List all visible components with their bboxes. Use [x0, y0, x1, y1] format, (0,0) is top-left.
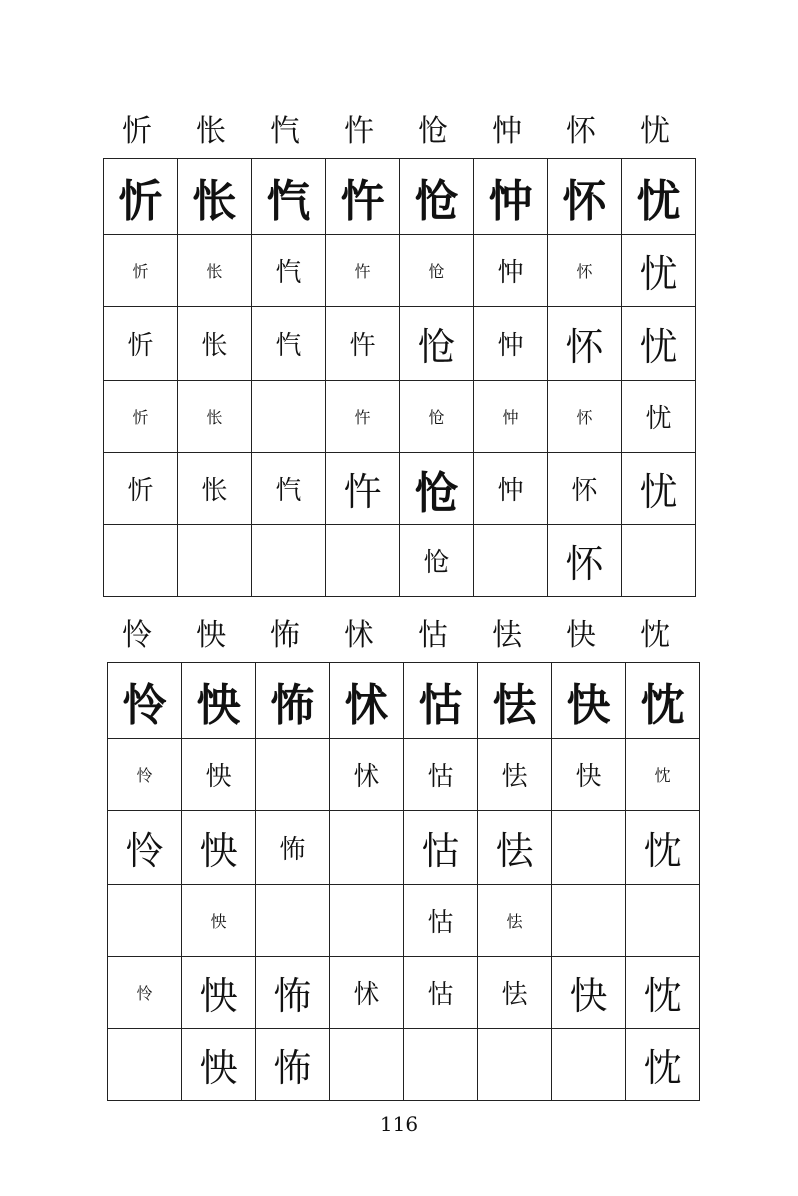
glyph-cell	[256, 957, 330, 1029]
header-char: 快	[566, 618, 596, 653]
grid-row	[104, 453, 696, 525]
glyph-cell	[108, 811, 182, 885]
bronze-glyph: 怆	[428, 262, 445, 281]
bronze-glyph: 忤	[354, 262, 371, 281]
glyph-cell	[330, 663, 404, 739]
glyph-cell	[548, 381, 622, 453]
glyph-cell	[478, 739, 552, 811]
section-1-headers	[100, 110, 698, 154]
grid-row	[104, 235, 696, 307]
header-char: 忱	[640, 618, 670, 653]
glyph-cell	[404, 1029, 478, 1101]
glyph-cell	[400, 307, 474, 381]
seal-glyph: 忾	[266, 175, 311, 227]
qin-glyph: 忤	[354, 408, 371, 427]
seal-glyph: 怜	[136, 984, 153, 1003]
seal-glyph: 忧	[639, 470, 678, 514]
page-number: 116	[379, 1112, 419, 1136]
seal-glyph: 忾	[275, 476, 302, 506]
chu-glyph: 忻	[127, 331, 154, 361]
glyph-cell	[474, 307, 548, 381]
header-char: 忡	[492, 114, 522, 149]
qin-glyph: 怀	[576, 408, 593, 427]
glyph-cell	[256, 739, 330, 811]
chu-glyph: 怅	[201, 331, 228, 361]
glyph-cell	[326, 307, 400, 381]
chu-glyph: 怯	[495, 829, 534, 873]
glyph-cell	[622, 525, 696, 597]
glyph-cell	[178, 381, 252, 453]
glyph-cell	[108, 957, 182, 1029]
chu-glyph: 忱	[643, 829, 682, 873]
header-char: 怵	[344, 618, 374, 653]
glyph-cell	[108, 739, 182, 811]
glyph-cell	[478, 1029, 552, 1101]
seal-glyph: 忡	[488, 175, 533, 227]
seal-glyph: 怜	[122, 679, 167, 731]
glyph-cell	[548, 307, 622, 381]
glyph-cell	[622, 235, 696, 307]
qin-glyph: 忻	[132, 408, 149, 427]
grid-row	[108, 739, 700, 811]
glyph-cell	[552, 811, 626, 885]
seal-glyph: 怏	[199, 974, 238, 1018]
chu-glyph: 忾	[275, 331, 302, 361]
glyph-cell	[108, 663, 182, 739]
header-char: 忧	[640, 114, 670, 149]
bronze-glyph: 忱	[654, 766, 671, 785]
chu-glyph: 忤	[349, 331, 376, 361]
glyph-cell	[182, 957, 256, 1029]
header-char: 怆	[418, 114, 448, 149]
glyph-cell	[256, 1029, 330, 1101]
glyph-cell	[404, 811, 478, 885]
chu-glyph: 怏	[199, 829, 238, 873]
bronze-glyph: 怅	[206, 262, 223, 281]
glyph-cell	[548, 453, 622, 525]
glyph-cell	[178, 235, 252, 307]
header-char: 怀	[566, 114, 596, 149]
glyph-cell	[474, 235, 548, 307]
chu-glyph: 忧	[639, 325, 678, 369]
glyph-cell	[104, 525, 178, 597]
seal-glyph: 怯	[492, 679, 537, 731]
glyph-cell	[178, 307, 252, 381]
grid-row	[108, 1029, 700, 1101]
glyph-cell	[400, 525, 474, 597]
seal-glyph: 快	[569, 974, 608, 1018]
seal-glyph: 怆	[414, 175, 459, 227]
grid-row	[104, 159, 696, 235]
bronze-glyph: 怀	[576, 262, 593, 281]
glyph-cell	[622, 453, 696, 525]
seal-glyph: 忱	[643, 974, 682, 1018]
glyph-cell	[330, 957, 404, 1029]
qin-glyph: 忧	[645, 404, 672, 434]
glyph-cell	[330, 811, 404, 885]
glyph-cell	[256, 663, 330, 739]
glyph-cell	[626, 885, 700, 957]
seal-glyph: 怅	[192, 175, 237, 227]
glyph-cell	[552, 1029, 626, 1101]
seal-glyph: 忻	[118, 175, 163, 227]
glyph-cell	[552, 957, 626, 1029]
glyph-cell	[404, 663, 478, 739]
glyph-cell	[478, 811, 552, 885]
seal-glyph: 忡	[497, 476, 524, 506]
chu-glyph: 忡	[497, 331, 524, 361]
glyph-cell	[252, 307, 326, 381]
bronze-glyph: 忻	[132, 262, 149, 281]
glyph-cell	[256, 811, 330, 885]
chu-glyph: 怆	[417, 325, 456, 369]
glyph-cell	[326, 381, 400, 453]
glyph-cell	[478, 663, 552, 739]
seal-glyph: 忧	[636, 175, 681, 227]
glyph-cell	[474, 381, 548, 453]
glyph-cell	[400, 381, 474, 453]
glyph-cell	[178, 453, 252, 525]
glyph-cell	[474, 453, 548, 525]
header-char: 怅	[196, 114, 226, 149]
glyph-cell	[104, 453, 178, 525]
glyph-cell	[622, 307, 696, 381]
glyph-cell	[478, 885, 552, 957]
grid-row	[108, 663, 700, 739]
seal-glyph: 怵	[344, 679, 389, 731]
seal-glyph: 怯	[501, 980, 528, 1010]
glyph-cell	[252, 159, 326, 235]
bronze-glyph: 怵	[353, 762, 380, 792]
glyph-cell	[330, 739, 404, 811]
header-char: 忤	[344, 114, 374, 149]
seal-glyph: 忤	[340, 175, 385, 227]
seal-glyph: 忻	[127, 476, 154, 506]
qin-glyph: 怏	[210, 912, 227, 931]
bronze-glyph: 忧	[639, 252, 678, 296]
variant-glyph: 怀	[565, 542, 604, 586]
seal-glyph: 忱	[640, 679, 685, 731]
glyph-cell	[330, 1029, 404, 1101]
header-char: 怖	[270, 618, 300, 653]
glyph-cell	[182, 1029, 256, 1101]
glyph-cell	[252, 381, 326, 453]
glyph-cell	[400, 159, 474, 235]
grid-row	[108, 885, 700, 957]
glyph-cell	[404, 957, 478, 1029]
grid-row	[104, 525, 696, 597]
glyph-cell	[182, 885, 256, 957]
seal-glyph: 快	[566, 679, 611, 731]
glyph-cell	[182, 811, 256, 885]
glyph-cell	[178, 525, 252, 597]
glyph-cell	[548, 235, 622, 307]
glyph-cell	[326, 453, 400, 525]
glyph-cell	[552, 885, 626, 957]
glyph-cell	[400, 235, 474, 307]
header-char: 怜	[122, 618, 152, 653]
chu-glyph: 怙	[421, 829, 460, 873]
variant-glyph: 怆	[423, 548, 450, 578]
glyph-cell	[622, 381, 696, 453]
glyph-cell	[626, 957, 700, 1029]
glyph-cell	[626, 739, 700, 811]
glyph-cell	[626, 811, 700, 885]
variant-glyph: 忱	[643, 1046, 682, 1090]
bronze-glyph: 怏	[205, 762, 232, 792]
glyph-cell	[182, 663, 256, 739]
glyph-cell	[548, 525, 622, 597]
variant-glyph: 怏	[199, 1046, 238, 1090]
bronze-glyph: 怜	[136, 766, 153, 785]
seal-glyph: 怅	[201, 476, 228, 506]
grid-row	[104, 307, 696, 381]
qin-glyph: 怯	[506, 912, 523, 931]
glyph-cell	[552, 739, 626, 811]
glyph-cell	[252, 525, 326, 597]
glyph-cell	[108, 885, 182, 957]
glyph-cell	[474, 159, 548, 235]
seal-glyph: 怖	[270, 679, 315, 731]
chu-glyph: 怖	[279, 835, 306, 865]
bronze-glyph: 快	[575, 762, 602, 792]
glyph-cell	[104, 381, 178, 453]
seal-glyph: 怀	[562, 175, 607, 227]
seal-glyph: 怀	[571, 476, 598, 506]
bronze-glyph: 忾	[275, 258, 302, 288]
header-char: 忾	[270, 114, 300, 149]
glyph-cell	[104, 235, 178, 307]
qin-glyph: 怅	[206, 408, 223, 427]
seal-glyph: 忤	[343, 470, 382, 514]
grid-row	[104, 381, 696, 453]
bronze-glyph: 怙	[427, 762, 454, 792]
bronze-glyph: 怯	[501, 762, 528, 792]
glyph-cell	[400, 453, 474, 525]
glyph-cell	[252, 453, 326, 525]
header-char: 怙	[418, 618, 448, 653]
header-char: 怯	[492, 618, 522, 653]
glyph-cell	[326, 159, 400, 235]
header-char: 忻	[122, 114, 152, 149]
glyph-cell	[478, 957, 552, 1029]
glyph-cell	[622, 159, 696, 235]
glyph-cell	[474, 525, 548, 597]
qin-glyph: 怆	[428, 408, 445, 427]
section-1-grid	[103, 158, 696, 597]
glyph-cell	[626, 663, 700, 739]
grid-row	[108, 811, 700, 885]
glyph-cell	[404, 739, 478, 811]
grid-row	[108, 957, 700, 1029]
seal-glyph: 怆	[414, 467, 459, 519]
seal-glyph: 怖	[273, 974, 312, 1018]
seal-glyph: 怏	[196, 679, 241, 731]
section-2-headers	[100, 614, 698, 658]
section-2-grid	[107, 662, 700, 1101]
qin-glyph: 忡	[502, 408, 519, 427]
glyph-cell	[178, 159, 252, 235]
glyph-cell	[552, 663, 626, 739]
glyph-cell	[326, 235, 400, 307]
glyph-cell	[330, 885, 404, 957]
bronze-glyph: 忡	[497, 258, 524, 288]
glyph-cell	[626, 1029, 700, 1101]
glyph-cell	[252, 235, 326, 307]
glyph-cell	[326, 525, 400, 597]
glyph-cell	[104, 307, 178, 381]
glyph-cell	[256, 885, 330, 957]
glyph-cell	[404, 885, 478, 957]
chu-glyph: 怜	[125, 829, 164, 873]
qin-glyph: 怙	[427, 908, 454, 938]
glyph-cell	[108, 1029, 182, 1101]
header-char: 怏	[196, 618, 226, 653]
chu-glyph: 怀	[565, 325, 604, 369]
variant-glyph: 怖	[273, 1046, 312, 1090]
glyph-cell	[104, 159, 178, 235]
seal-glyph: 怵	[353, 980, 380, 1010]
seal-glyph: 怙	[418, 679, 463, 731]
glyph-cell	[548, 159, 622, 235]
seal-glyph: 怙	[427, 980, 454, 1010]
glyph-cell	[182, 739, 256, 811]
